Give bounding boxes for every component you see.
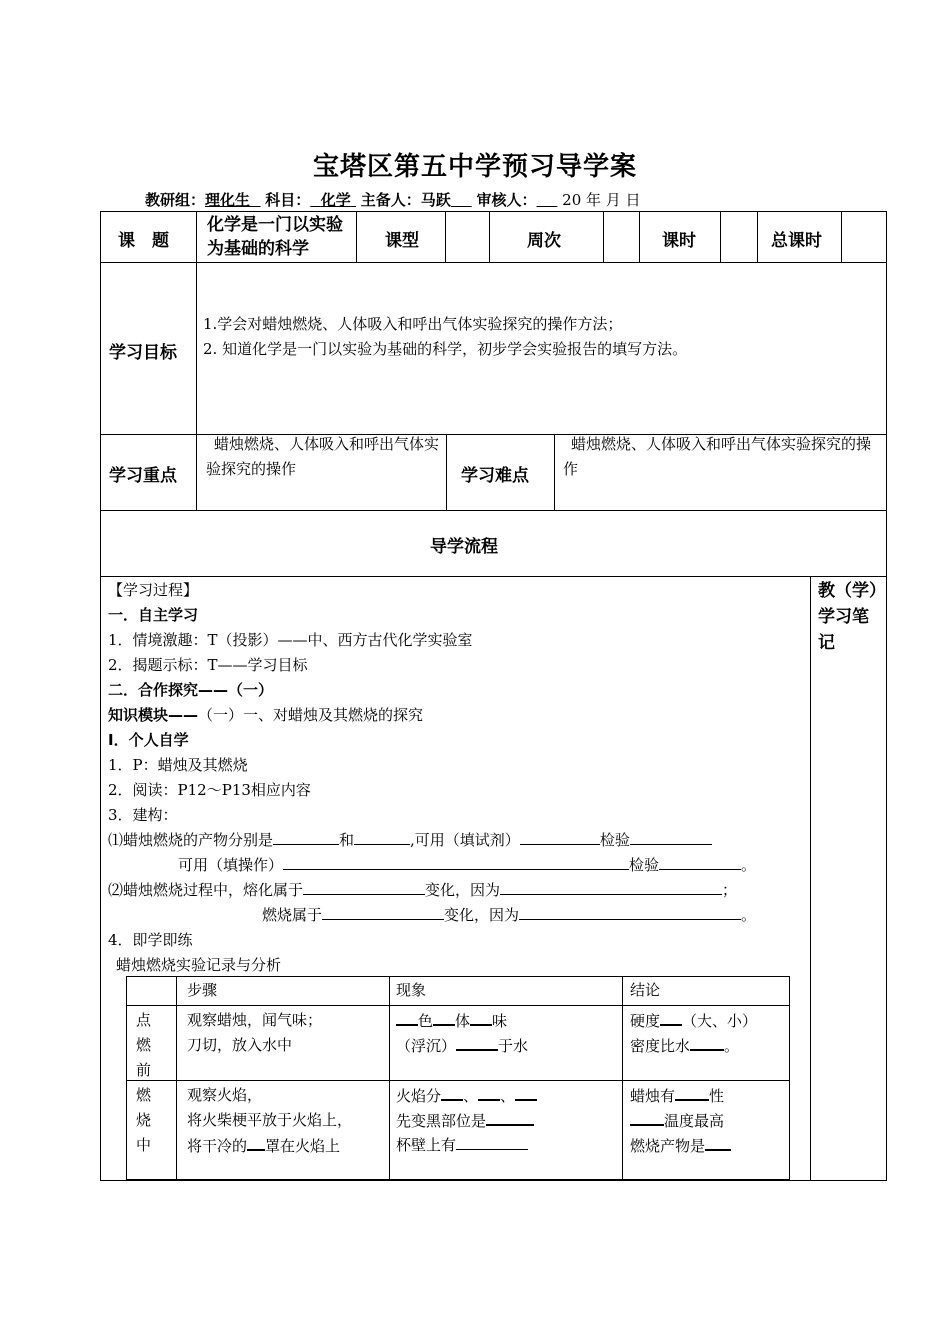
step-line: 刀切，放入水中 <box>187 1036 293 1054</box>
group-value: 理化生 <box>205 191 251 209</box>
question-2b: 燃烧属于 变化，因为 。 <box>262 903 756 928</box>
blank[interactable] <box>456 1033 498 1051</box>
conclusion-line: 密度比水 。 <box>630 1033 739 1059</box>
header-line <box>145 189 641 210</box>
page-title: 宝塔区第五中学预习导学案 <box>312 152 637 182</box>
point-1: 1．P：蜡烛及其燃烧 <box>108 756 248 774</box>
question-1a: ⑴蜡烛燃烧的产物分别是 和 ,可用（填试剂） 检验 <box>108 828 712 853</box>
difficult-label: 学习难点 <box>461 466 529 486</box>
header-conclusion: 结论 <box>630 981 661 999</box>
question-1b: 可用（填操作） 检验 。 <box>178 853 756 878</box>
goals-label: 学习目标 <box>109 343 177 363</box>
date-text: 20 年 月 日 <box>562 191 641 209</box>
point-3: 3．建构： <box>108 806 178 824</box>
section-1: 一．自主学习 <box>108 606 199 624</box>
blank[interactable] <box>396 1008 418 1026</box>
section-3: Ⅰ．个人自学 <box>108 731 189 749</box>
total-label: 总课时 <box>771 231 822 251</box>
topic-label: 课 题 <box>118 231 169 251</box>
difficult-value: 蜡烛燃烧、人体吸入和呼出气体实验探究的操作 <box>563 435 872 478</box>
author-label: 主备人： <box>360 191 421 209</box>
conclusion-line: 温度最高 <box>630 1108 724 1134</box>
week-label: 周次 <box>527 231 561 251</box>
phenomenon-line: 先变黑部位是 <box>396 1108 534 1134</box>
blank[interactable] <box>322 903 444 920</box>
section-1-item-2: 2．揭题示标：T——学习目标 <box>108 656 308 674</box>
step-line: 将干冷的 罩在火焰上 <box>187 1133 340 1159</box>
blank[interactable] <box>630 828 712 845</box>
blank[interactable] <box>690 1033 724 1051</box>
module-bold: 知识模块—— <box>108 706 199 724</box>
blank[interactable] <box>630 1108 664 1126</box>
blank[interactable] <box>283 853 629 870</box>
group-label: 教研组： <box>145 191 206 209</box>
topic-value: 化学是一门以实验为基础的科学 <box>207 215 343 259</box>
blank[interactable] <box>515 1083 537 1101</box>
blank[interactable] <box>519 903 741 920</box>
author-value: 马跃 <box>420 191 451 209</box>
blank[interactable] <box>705 1133 731 1151</box>
stage-burning: 燃烧中 <box>136 1086 152 1154</box>
blank[interactable] <box>659 853 741 870</box>
blank[interactable] <box>675 1083 709 1101</box>
conclusion-line: 燃烧产物是 <box>630 1133 731 1159</box>
reviewer-label: 审核人： <box>476 191 537 209</box>
subject-value: 化学 <box>320 191 351 209</box>
module-line <box>108 703 423 728</box>
module-rest: （一）一、对蜡烛及其燃烧的探究 <box>198 706 424 724</box>
conclusion-line: 硬度 （大、小） <box>630 1008 757 1034</box>
blank[interactable] <box>486 1108 534 1126</box>
flow-title: 导学流程 <box>430 537 498 557</box>
blank[interactable] <box>441 1083 463 1101</box>
period-label: 课时 <box>662 231 696 251</box>
process-heading: 【学习过程】 <box>108 581 199 599</box>
goal-1: 1.学会对蜡烛燃烧、人体吸入和呼出气体实验探究的操作方法； <box>203 315 623 333</box>
key-value: 蜡烛燃烧、人体吸入和呼出气体实验探究的操作 <box>206 435 440 478</box>
phenomenon-line: （浮沉） 于水 <box>396 1033 528 1059</box>
table-title: 蜡烛燃烧实验记录与分析 <box>116 956 282 974</box>
point-4: 4．即学即练 <box>108 931 193 949</box>
step-line: 观察蜡烛，闻气味； <box>187 1011 323 1029</box>
conclusion-line: 蜡烛有 性 <box>630 1083 724 1109</box>
blank[interactable] <box>433 1008 455 1026</box>
blank[interactable] <box>660 1008 682 1026</box>
phenomenon-line: 色 体 味 <box>396 1008 507 1034</box>
key-label: 学习重点 <box>109 466 177 486</box>
type-label: 课型 <box>385 231 419 251</box>
step-line: 观察火焰， <box>187 1086 263 1104</box>
blank[interactable] <box>478 1083 500 1101</box>
blank[interactable] <box>303 878 425 895</box>
blank[interactable] <box>456 1133 528 1150</box>
header-phenomenon: 现象 <box>396 981 427 999</box>
blank[interactable] <box>247 1133 265 1151</box>
phenomenon-line: 火焰分 、 、 <box>396 1083 537 1109</box>
blank[interactable] <box>273 828 339 845</box>
section-1-item-1: 1．情境激趣：T（投影）——中、西方古代化学实验室 <box>108 631 473 649</box>
notes-label: 教（学）学习笔记 <box>818 581 878 653</box>
step-line: 将火柴梗平放于火焰上， <box>187 1111 353 1129</box>
phenomenon-line: 杯壁上有 <box>396 1133 528 1158</box>
blank[interactable] <box>520 828 600 845</box>
stage-before: 点燃前 <box>136 1011 152 1079</box>
blank[interactable] <box>470 1008 492 1026</box>
section-2: 二．合作探究——（一） <box>108 681 274 699</box>
blank[interactable] <box>500 878 722 895</box>
blank[interactable] <box>354 828 410 845</box>
subject-label: 科目： <box>265 191 311 209</box>
goal-2: 2. 知道化学是一门以实验为基础的科学，初步学会实验报告的填写方法。 <box>203 340 688 358</box>
point-2: 2．阅读：P12～P13相应内容 <box>108 781 311 799</box>
header-steps: 步骤 <box>187 981 218 999</box>
question-2a: ⑵蜡烛燃烧过程中，熔化属于 变化，因为 ； <box>108 878 737 903</box>
